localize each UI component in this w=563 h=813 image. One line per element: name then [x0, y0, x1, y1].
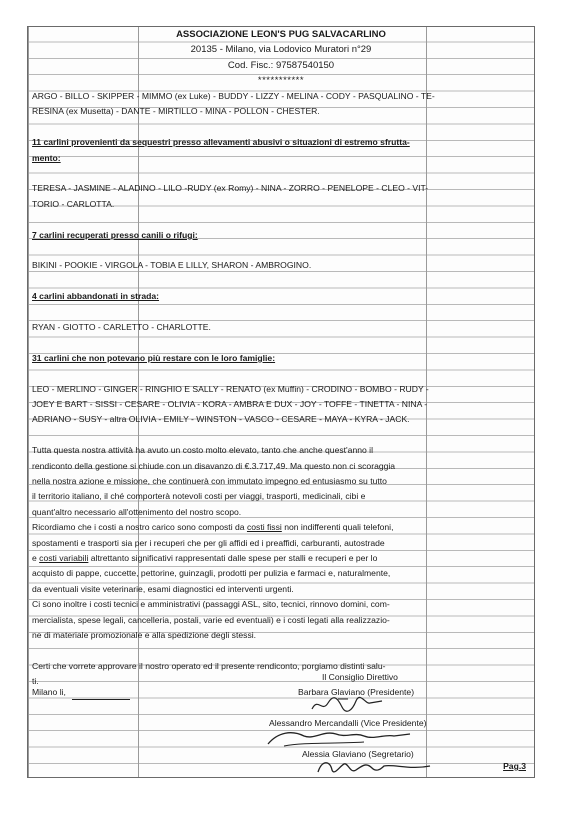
- paragraph-line: quant'altro necessario all'ottenimento del nostro scopo.: [32, 506, 242, 517]
- names-line: TERESA - JASMINE - ALADINO - LILO -RUDY (ex Romy) - NINA - ZORRO - PENELOPE - CLEO - VIT-: [32, 183, 429, 194]
- board-label: Il Consiglio Direttivo: [322, 672, 398, 682]
- paragraph-line: ne di materiale promozionale e alla spedizione degli stessi.: [32, 630, 257, 641]
- paragraph-line: rendiconto della gestione si chiude con un disavanzo di €.3.717,49. Ma questo non ci scoraggia: [32, 460, 396, 471]
- secretary-signature-icon: [314, 756, 434, 778]
- organization-name: ASSOCIAZIONE LEON'S PUG SALVACARLINO: [176, 29, 386, 40]
- secretary-name: Alessia Glaviano (Segretario): [302, 749, 414, 759]
- names-line: ARGO - BILLO - SKIPPER - MIMMO (ex Luke) - BUDDY - LIZZY - MELINA - CODY - PASQUALINO - TE-: [32, 91, 435, 101]
- section-heading-shelters: 7 carlini recuperati presso canili o rifugi:: [32, 229, 198, 240]
- paragraph-text: e: [32, 553, 40, 564]
- paragraph-text: non indifferenti quali telefoni,: [281, 522, 394, 533]
- letterhead: [28, 27, 534, 89]
- paragraph-line: [32, 551, 530, 566]
- president-signature-icon: [308, 695, 388, 715]
- names-line: LEO - MERLINO - GINGER - RINGHIO E SALLY - RENATO (ex Muffin) - CRODINO - BOMBO - RUDY -: [32, 383, 429, 394]
- organization-address: 20135 - Milano, via Lodovico Muratori n°29: [190, 44, 372, 56]
- fixed-costs-term: costi fissi: [246, 522, 282, 533]
- vice-president-signature-icon: [264, 726, 414, 750]
- section-heading-seizures: 11 carlini provenienti da sequestri presso allevamenti abusivi o situazioni di estremo sfrutta-: [32, 137, 410, 148]
- paragraph-line: mercialista, spese legali, cancelleria, postali, varie ed eventuali) e i costi legati alla realizzazio-: [32, 614, 390, 625]
- names-line: BIKINI - POOKIE - VIRGOLA - TOBIA E LILLY, SHARON - AMBROGINO.: [32, 260, 312, 271]
- paragraph-line: il territorio italiano, il ché comporterà notevoli costi per viaggi, trasporti, medicinali, cibi e: [32, 491, 366, 502]
- fiscal-code: Cod. Fisc.: 97587540150: [227, 59, 335, 71]
- closing-line: Certi che vorrete approvare il nostro operato ed il presente rendiconto, porgiamo distinti salu-: [32, 660, 386, 671]
- place-date: [32, 685, 130, 700]
- closing-line: ti.: [32, 676, 39, 687]
- place-date-label: Milano li,: [32, 687, 66, 697]
- paragraph-text: altrettanto significativi rappresentati dalle spese per stalli e recuperi e per lo: [88, 553, 378, 564]
- paragraph-line: da eventuali visite veterinarie, esami diagnostici ed interventi urgenti.: [32, 583, 294, 594]
- paragraph-line: nella nostra azione e missione, che continuerà con immutato impegno ed entusiasmo su tutto: [32, 476, 387, 487]
- names-line: TORIO - CARLOTTA.: [32, 198, 115, 209]
- names-line: RESINA (ex Musetta) - DANTE - MIRTILLO - MINA - POLLON - CHESTER.: [32, 106, 320, 117]
- paragraph-line: acquisto di pappe, cuccette, pettorine, guinzagli, prodotti per pulizia e farmaci e, naturalmente,: [32, 568, 391, 579]
- names-line: JOEY E BART - SISSI - CESARE - OLIVIA - KORA - AMBRA E DUX - JOY - TOFFE - TINETTA - NINA -: [32, 399, 428, 409]
- document-body: [28, 89, 534, 690]
- section-heading-abandoned: 4 carlini abbandonati in strada:: [32, 291, 160, 302]
- paragraph-line: Tutta questa nostra attività ha avuto un costo molto elevato, tanto che anche quest'anno il: [32, 445, 373, 456]
- date-blank-line: [72, 688, 130, 700]
- paragraph-line: spostamenti e trasporti sia per i recuperi che per gli affidi ed i preaffidi, carburanti, autostrade: [32, 537, 385, 548]
- variable-costs-term: costi variabili: [39, 553, 89, 564]
- header-separator: ***********: [257, 75, 305, 87]
- paragraph-line: [32, 520, 530, 535]
- names-line: ADRIANO - SUSY - altra OLIVIA - EMILY - WINSTON - VASCO - CESARE - MAYA - KYRA - JACK.: [32, 414, 410, 425]
- vice-president-name: Alessandro Mercandalli (Vice Presidente): [269, 718, 427, 728]
- section-heading-families: 31 carlini che non potevano più restare con le loro famiglie:: [32, 352, 276, 363]
- names-line: RYAN - GIOTTO - CARLETTO - CHARLOTTE.: [32, 322, 211, 332]
- document-page: [27, 26, 535, 778]
- paragraph-text: Ricordiamo che i costi a nostro carico sono composti da: [32, 522, 247, 533]
- section-heading-seizures-cont: mento:: [32, 152, 61, 163]
- paragraph-line: Ci sono inoltre i costi tecnici e amministrativi (passaggi ASL, sito, tecnici, rinnovo domini, com-: [32, 599, 390, 610]
- president-name: Barbara Glaviano (Presidente): [298, 687, 415, 697]
- page-number: Pag.3: [503, 761, 526, 771]
